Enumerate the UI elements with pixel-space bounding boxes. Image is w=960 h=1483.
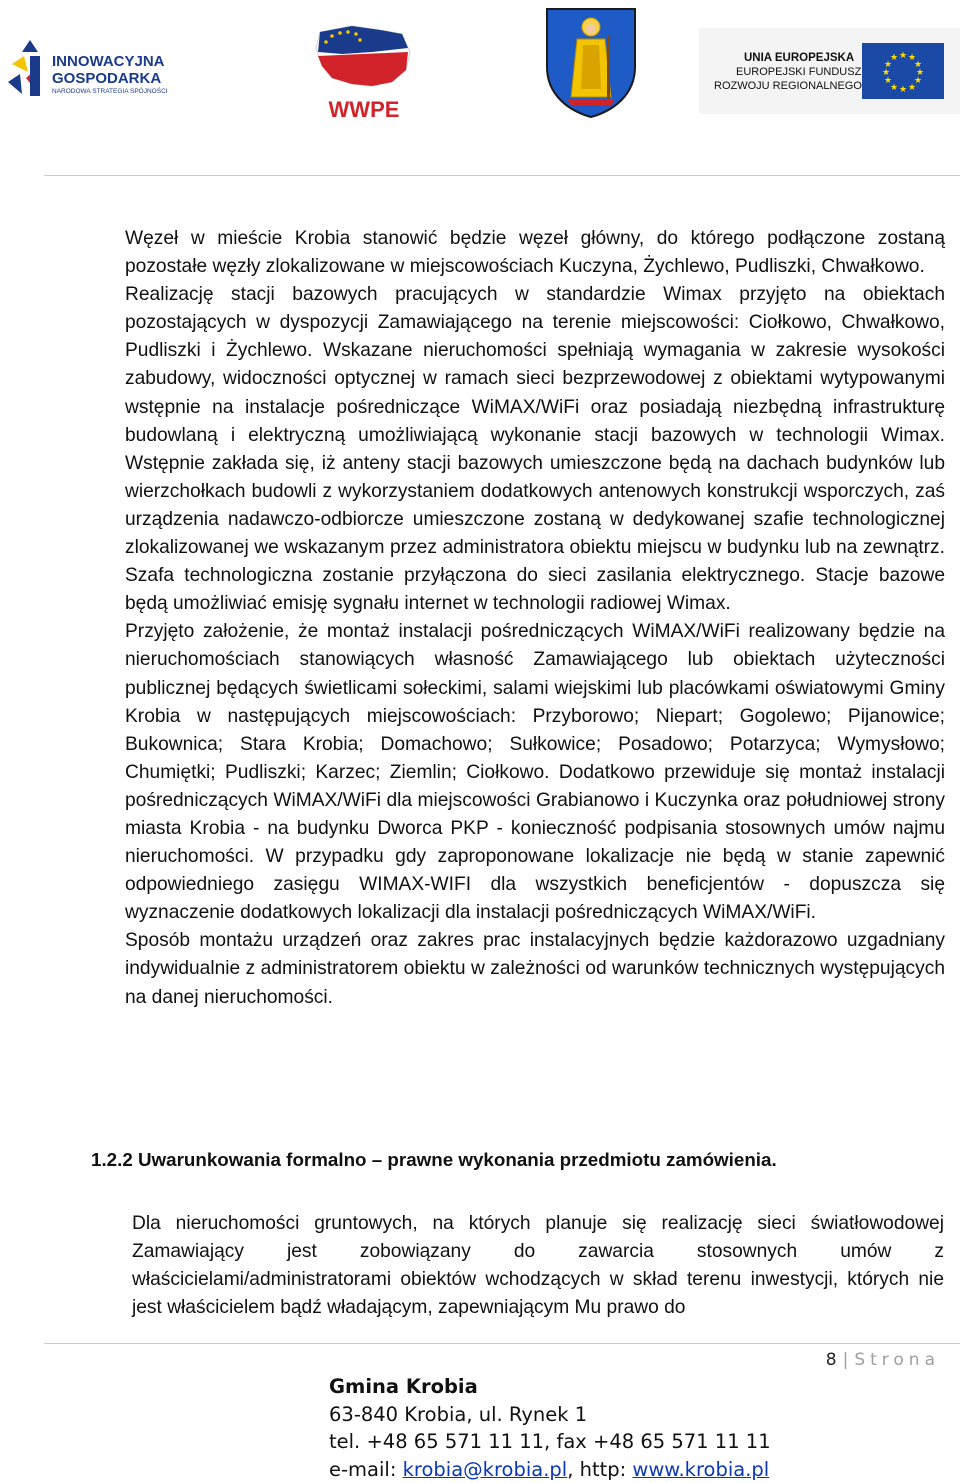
- svg-text:★: ★: [913, 76, 923, 86]
- website-link[interactable]: www.krobia.pl: [632, 1457, 770, 1481]
- header-logos: [0, 0, 960, 170]
- svg-text:★: ★: [883, 76, 893, 86]
- footer-address: [329, 1373, 771, 1483]
- paragraph: Węzeł w mieście Krobia stanowić będzie węzeł główny, do którego podłączone zostaną pozostałe węzły zlokalizowane w miejscowościach Kuczyna, Żychlewo, Pudliszki, Chwałkowo.: [125, 228, 945, 278]
- svg-text:★: ★: [898, 85, 908, 95]
- http-label: , http:: [567, 1457, 633, 1481]
- footer-street-address: 63-840 Krobia, ul. Rynek 1: [329, 1402, 588, 1426]
- wwpe-logo: [312, 22, 416, 122]
- paragraph: Realizację stacji bazowych pracujących w standardzie Wimax przyjęto na obiektach pozostających w dyspozycji Zamawiającego na terenie miejscowości: Ciołkowo, Chwałkowo, Pudliszki i Żychlewo. Wskazane nieruchomości spełniają wymagania w zakresie wysokości zabudowy, widoczności optycznej w ramach sieci bezprzewodowej z obiektami wytypowanymi wstępnie na instalacje pośredniczące WiMAX/WiFi oraz posiadają niezbędną infrastrukturę budowlaną i elektryczną umożliwiającą wykonanie stacji bazowych w technologii Wimax. Wstępnie zakłada się, iż anteny stacji bazowych umieszczone będą na dachach budynków lub wierzchołkach budowli z wykorzystaniem dodatkowych antenowych konstrukcji wsporczych, zaś urządzenia nadawczo-odbiorcze umieszczone zostaną w dedykowanej szafie technologicznej zlokalizowanej we wskazanym przez administratora obiektu miejscu w budynku lub na zewnątrz. Szafa technologiczna zostanie przyłączona do sieci zasilania elektrycznego. Stacje bazowe będą umożliwiać emisję sygnału internet w technologii radiowej Wimax.: [125, 284, 945, 615]
- innowacyjna-gospodarka-logo: [6, 38, 186, 102]
- document-body-continued: [132, 1210, 944, 1322]
- footer-phone: tel. +48 65 571 11 11, fax +48 65 571 11 11: [329, 1430, 771, 1453]
- svg-text:★: ★: [889, 83, 899, 93]
- header-divider: [44, 175, 960, 176]
- svg-text:★: ★: [913, 60, 923, 70]
- logo-text-line-2: GOSPODARKA: [52, 70, 162, 87]
- page-word: Strona: [854, 1350, 940, 1370]
- email-link[interactable]: krobia@krobia.pl: [402, 1457, 568, 1481]
- logo-text-line-1: INNOWACYJNA: [52, 53, 165, 70]
- eu-text-line-2: EUROPEJSKI FUNDUSZ: [736, 66, 862, 78]
- document-body: [125, 225, 945, 1012]
- footer-divider: [44, 1343, 960, 1344]
- page-number-value: 8: [825, 1350, 837, 1370]
- wwpe-text: WWPE: [328, 97, 400, 122]
- krobia-coat-of-arms: [543, 5, 639, 121]
- section-heading: 1.2.2 Uwarunkowania formalno – prawne wykonania przedmiotu zamówienia.: [91, 1149, 777, 1170]
- svg-text:★: ★: [889, 53, 899, 63]
- eu-flag-icon: [699, 28, 960, 114]
- eu-text-line-3: ROZWOJU REGIONALNEGO: [714, 80, 862, 92]
- logo-text-line-3: NARODOWA STRATEGIA SPÓJNOŚCI: [52, 88, 168, 95]
- footer-contact-line: [329, 1456, 771, 1483]
- eu-text-line-1: UNIA EUROPEJSKA: [744, 52, 855, 64]
- page-number: [826, 1350, 940, 1370]
- svg-text:★: ★: [883, 60, 893, 70]
- svg-text:★: ★: [881, 68, 891, 78]
- svg-text:★: ★: [907, 53, 917, 63]
- svg-text:★: ★: [898, 51, 908, 61]
- paragraph: Przyjęto założenie, że montaż instalacji pośredniczących WiMAX/WiFi realizowany będzie na nieruchomościach stanowiących własność Zamawiającego lub obiektach użyteczności publicznej będących świetlicami sołeckimi, salami wiejskimi lub placówkami oświatowymi Gminy Krobia w następujących miejscowościach: Przyborowo; Niepart; Gogolewo; Pijanowice; Bukownica; Stara Krobia; Domachowo; Sułkowice; Posadowo; Potarzyca; Wymysłowo; Chumiętki; Pudliszki; Karzec; Ziemlin; Ciołkowo. Dodatkowo przewiduje się montaż instalacji pośredniczących WiMAX/WiFi dla miejscowości Grabianowo i Kuczynka oraz południowej strony miasta Krobia - na budynku Dworca PKP - konieczność podpisania stosownych umów najmu nieruchomości. W przypadku gdy zaproponowane lokalizacje nie będą w stanie zapewnić odpowiedniego zasięgu WIMAX-WIFI dla wszystkich beneficjentów - dopuszcza się wyznaczenie dodatkowych lokalizacji dla instalacji pośredniczących WiMAX/WiFi.: [125, 621, 945, 924]
- unia-europejska-efrr-logo: [699, 28, 960, 114]
- email-label: e-mail:: [329, 1457, 403, 1481]
- page-number-separator: |: [842, 1350, 849, 1370]
- footer-org-name: Gmina Krobia: [329, 1375, 478, 1398]
- svg-text:★: ★: [907, 83, 917, 93]
- paragraph: Dla nieruchomości gruntowych, na których planuje się realizację sieci światłowodowej Zamawiający jest zobowiązany do zawarcia stosownych umów z właścicielami/administratorami obiektów wchodzących w skład terenu inwestycji, których nie jest właścicielem bądź władającym, zapewniającym Mu prawo do: [132, 1213, 944, 1319]
- svg-text:★: ★: [915, 68, 925, 78]
- paragraph: Sposób montażu urządzeń oraz zakres prac instalacyjnych będzie każdorazowo uzgadniany indywidualnie z administratorem obiektu w zależności od warunków technicznych występujących na danej nieruchomości.: [125, 930, 945, 1008]
